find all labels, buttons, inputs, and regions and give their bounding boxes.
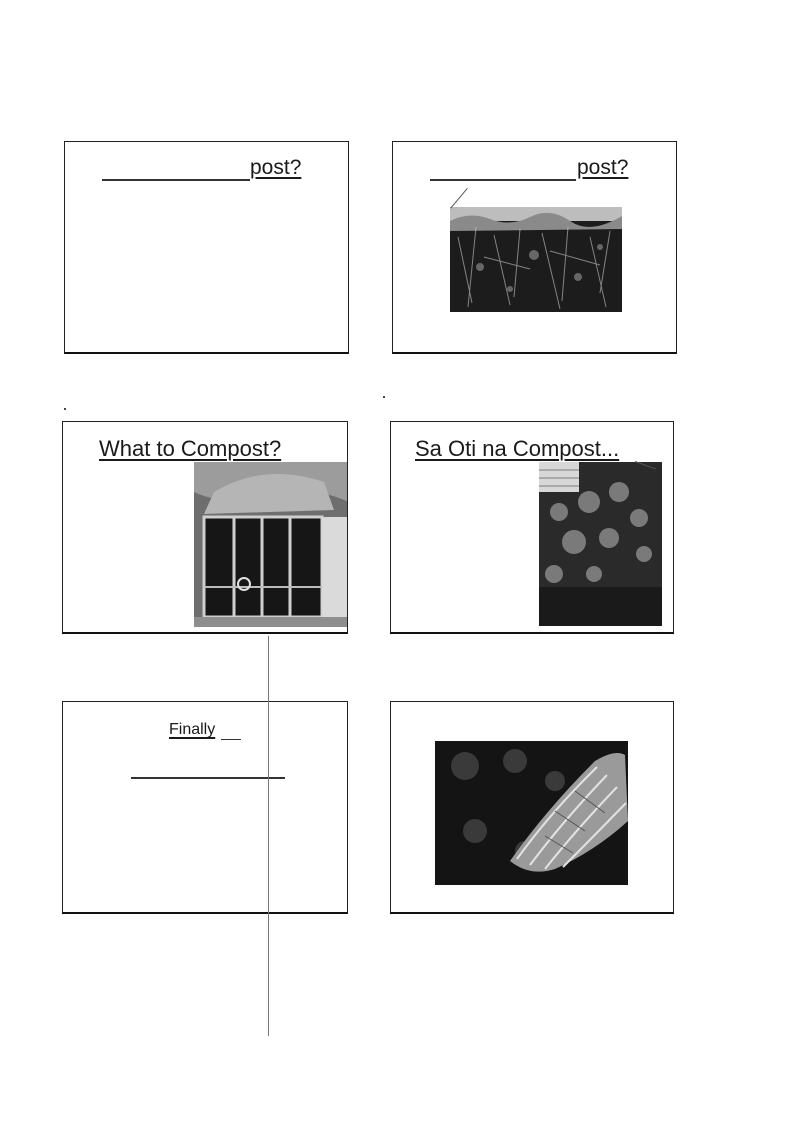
scan-speck bbox=[64, 408, 66, 410]
slide-1 bbox=[64, 141, 349, 354]
slide-title: post? bbox=[250, 156, 302, 179]
slide-title: Sa Oti na Compost... bbox=[415, 436, 620, 461]
slide-title: Finally bbox=[169, 721, 216, 738]
slide-3 bbox=[62, 421, 348, 634]
scan-speck bbox=[383, 396, 385, 398]
slide-6 bbox=[390, 701, 674, 914]
slide-title: What to Compost? bbox=[99, 436, 282, 461]
title-blank-line bbox=[102, 179, 250, 181]
compost-covering-photo bbox=[435, 741, 628, 885]
slide-4 bbox=[390, 421, 674, 634]
pointer-line bbox=[450, 188, 467, 209]
answer-blank-line bbox=[131, 777, 285, 779]
slide-title: post? bbox=[577, 156, 629, 179]
compost-heap-photo bbox=[450, 207, 622, 312]
slide-5 bbox=[62, 701, 348, 914]
compost-bin-with-gate-photo bbox=[194, 462, 348, 627]
title-blank-line bbox=[430, 179, 576, 181]
plants-and-compost-photo bbox=[539, 462, 662, 626]
slide-2 bbox=[392, 141, 677, 354]
title-blank-line bbox=[221, 739, 241, 740]
scan-artifact-line bbox=[268, 636, 269, 1036]
